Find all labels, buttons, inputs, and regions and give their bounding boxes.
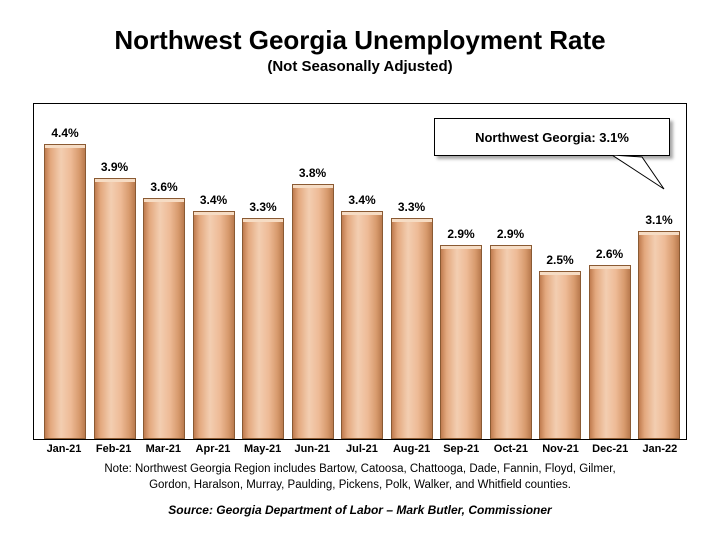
bar	[44, 144, 86, 439]
bar-value-label: 2.9%	[496, 227, 525, 241]
bar-value-label: 3.3%	[249, 200, 277, 214]
bar-value-label: 3.1%	[645, 213, 673, 227]
bar	[638, 231, 680, 439]
bar	[589, 265, 631, 439]
callout-box	[434, 118, 670, 156]
bar	[193, 211, 235, 439]
bar-value-label: 4.4%	[51, 126, 79, 140]
bar-column	[143, 104, 185, 439]
bar-column	[193, 104, 235, 439]
bar	[539, 271, 581, 439]
bar-value-label: 3.3%	[397, 200, 426, 214]
bar-value-label: 3.4%	[348, 193, 376, 207]
x-axis-labels	[43, 443, 697, 455]
x-axis-label: Jan-21	[46, 443, 82, 455]
bar-column	[292, 104, 334, 439]
page-title: Northwest Georgia Unemployment Rate	[114, 25, 606, 55]
x-axis-label: Oct-21	[493, 443, 529, 455]
bar-value-label: 3.8%	[298, 166, 327, 180]
x-axis-label: Jun-21	[294, 443, 331, 455]
callout-pointer-icon	[612, 155, 672, 191]
bar	[391, 218, 433, 439]
bar-column	[242, 104, 284, 439]
page-subtitle: (Not Seasonally Adjusted)	[267, 58, 453, 76]
bar	[292, 184, 334, 439]
title-block	[0, 26, 720, 75]
chart-note-line-2: Gordon, Haralson, Murray, Paulding, Pickens, Polk, Walker, and Whitfield counties.	[149, 478, 571, 491]
bar-value-label: 3.4%	[199, 193, 228, 207]
bar-column	[391, 104, 433, 439]
chart-note	[0, 462, 720, 493]
bar-column	[341, 104, 383, 439]
bar-value-label: 3.6%	[150, 180, 178, 194]
bar-column	[94, 104, 136, 439]
x-axis-label: Mar-21	[145, 443, 182, 455]
x-axis-label: Jan-22	[642, 443, 678, 455]
chart-source: Source: Georgia Department of Labor – Mark Butler, Commissioner	[168, 503, 552, 517]
x-axis-label: Apr-21	[195, 443, 231, 455]
callout-label: Northwest Georgia: 3.1%	[475, 129, 629, 145]
bar	[490, 245, 532, 439]
x-axis-label: Aug-21	[392, 443, 431, 455]
bar	[341, 211, 383, 439]
x-axis-label: Dec-21	[592, 443, 629, 455]
bar	[143, 198, 185, 439]
bar-value-label: 2.6%	[595, 247, 624, 261]
bar-value-label: 2.9%	[447, 227, 475, 241]
bar	[94, 178, 136, 439]
bar	[242, 218, 284, 439]
x-axis-label: Sep-21	[443, 443, 480, 455]
chart-note-line-1: Note: Northwest Georgia Region includes Bartow, Catoosa, Chattooga, Dade, Fannin, Floyd, Gilmer,	[104, 463, 616, 475]
bar-value-label: 2.5%	[546, 253, 574, 267]
x-axis-label: May-21	[243, 443, 282, 455]
x-axis-label: Nov-21	[542, 443, 579, 455]
bar	[440, 245, 482, 439]
x-axis-label: Feb-21	[95, 443, 132, 455]
bar-column	[44, 104, 86, 439]
bar-value-label: 3.9%	[100, 160, 129, 174]
x-axis-label: Jul-21	[346, 443, 378, 455]
